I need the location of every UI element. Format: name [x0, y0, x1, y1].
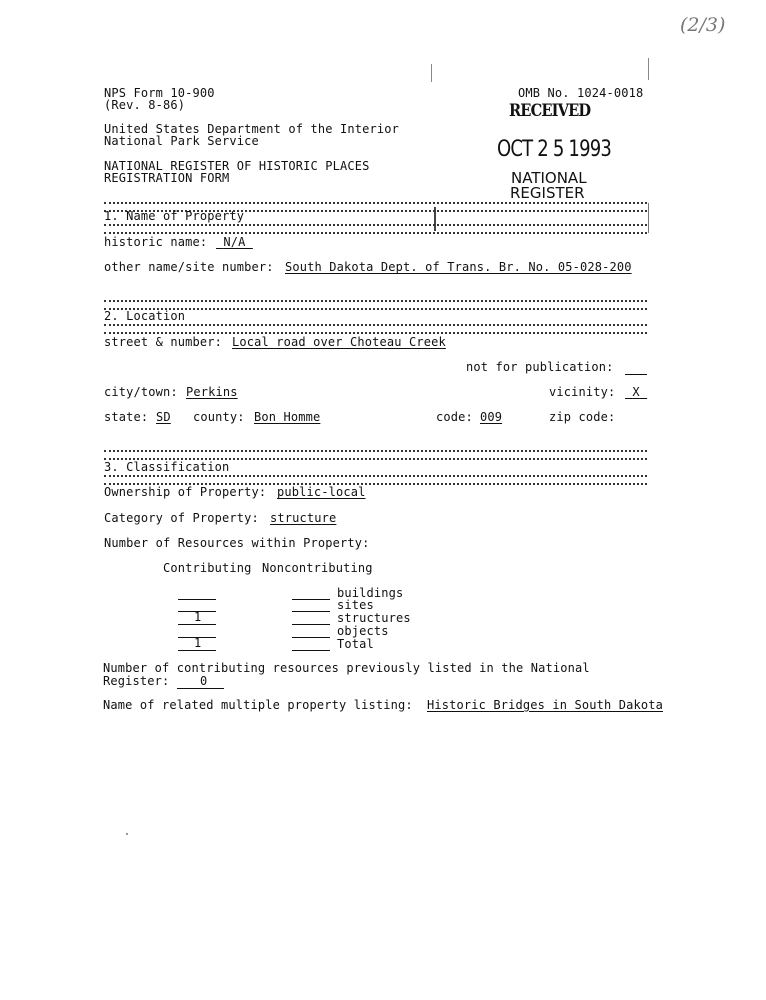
corner-handwritten-note: (2/3) [680, 14, 726, 36]
resources-label: Number of Resources within Property: [104, 536, 370, 550]
related-listing-label: Name of related multiple property listing: [103, 698, 413, 712]
stamp-date: OCT 2 5 1993 [497, 137, 612, 162]
section-divider [104, 300, 647, 310]
county-value: Bon Homme [254, 410, 321, 424]
form-number: NPS Form 10-900 [104, 86, 215, 100]
contributing-count: 1 [194, 636, 202, 650]
previously-listed-text: Number of contributing resources previously listed in the National [103, 661, 590, 675]
resource-row-label: structures [337, 611, 411, 625]
ownership-value: public-local [277, 485, 366, 499]
scan-mark [431, 64, 432, 82]
historic-name-value: N/A [223, 235, 246, 249]
code-value: 009 [480, 410, 503, 424]
scan-mark [648, 203, 649, 233]
not-for-publication-label: not for publication: [466, 360, 614, 374]
ownership-label: Ownership of Property: [104, 485, 267, 499]
street-label: street & number: [104, 335, 222, 349]
noncontributing-blank [292, 599, 330, 600]
contributing-blank [178, 650, 216, 651]
vicinity-value: X [632, 385, 640, 399]
contributing-column-header: Contributing [163, 561, 252, 575]
previously-listed-value: 0 [200, 674, 208, 688]
noncontributing-blank [292, 650, 330, 651]
code-label: code: [436, 410, 473, 424]
city-label: city/town: [104, 385, 178, 399]
resource-row-label: sites [337, 598, 374, 612]
section-divider [104, 224, 647, 234]
section-divider [104, 450, 647, 460]
city-value: Perkins [186, 385, 238, 399]
department-name: United States Department of the Interior [104, 122, 399, 136]
register-name: NATIONAL REGISTER OF HISTORIC PLACES [104, 159, 370, 173]
resource-row-label: Total [337, 637, 374, 651]
resource-row-label: buildings [337, 586, 404, 600]
street-value: Local road over Choteau Creek [232, 335, 446, 349]
contributing-blank [178, 624, 216, 625]
section-3-heading: 3. Classification [104, 460, 230, 474]
stamp-received: RECEIVED [509, 101, 591, 121]
service-name: National Park Service [104, 134, 259, 148]
scan-speck [126, 833, 128, 835]
state-value: SD [156, 410, 171, 424]
noncontributing-blank [292, 637, 330, 638]
noncontributing-blank [292, 611, 330, 612]
other-name-value: South Dakota Dept. of Trans. Br. No. 05-028-200 [285, 260, 632, 274]
scan-mark [648, 58, 649, 80]
not-for-publication-blank [625, 374, 647, 375]
stamp-national: NATIONAL [511, 169, 587, 187]
contributing-blank [178, 599, 216, 600]
previously-listed-label: Register: [103, 674, 170, 688]
section-divider [104, 324, 647, 334]
zip-code-label: zip code: [549, 410, 616, 424]
state-label: state: [104, 410, 149, 424]
form-revision: (Rev. 8-86) [104, 98, 186, 112]
historic-name-label: historic name: [104, 235, 208, 249]
category-value: structure [270, 511, 337, 525]
county-label: county: [193, 410, 245, 424]
vicinity-label: vicinity: [549, 385, 616, 399]
resource-row-label: objects [337, 624, 389, 638]
section-divider [104, 475, 647, 485]
other-name-label: other name/site number: [104, 260, 274, 274]
contributing-count: 1 [194, 610, 202, 624]
stamp-register: REGISTER [510, 184, 585, 202]
section-2-heading: 2. Location [104, 309, 186, 323]
omb-number: OMB No. 1024-0018 [518, 86, 644, 100]
previously-listed-blank [177, 688, 224, 689]
category-label: Category of Property: [104, 511, 259, 525]
related-listing-value: Historic Bridges in South Dakota [427, 698, 663, 712]
noncontributing-blank [292, 624, 330, 625]
section-1-heading: 1. Name of Property [104, 209, 245, 223]
form-title: REGISTRATION FORM [104, 171, 230, 185]
noncontributing-column-header: Noncontributing [262, 561, 373, 575]
